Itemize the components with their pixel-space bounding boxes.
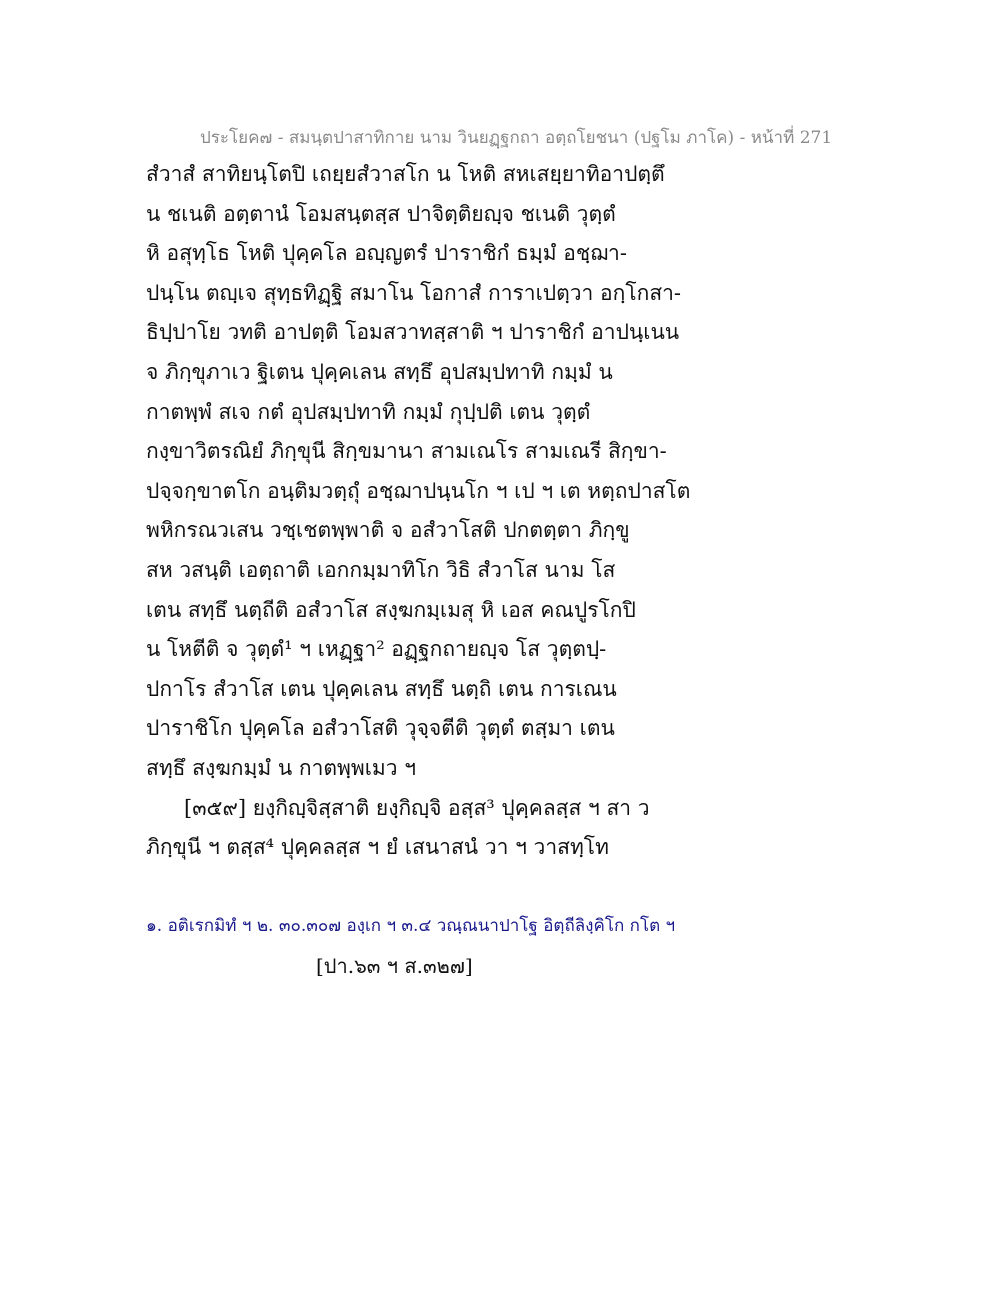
text-line: จ ภิกฺขุภาเว ฐิเตน ปุคฺคเลน สทฺธึ อุปสมฺปทาทิ กมฺมํ น <box>146 359 613 384</box>
text-line: สห วสนฺติ เอตฺถาติ เอกกมฺมาทิโก วิธิ สํวาโส นาม โส <box>146 557 616 582</box>
text-line: น ชเนติ อตฺตานํ โอมสนฺตสฺส ปาจิตฺติยญฺจ ชเนติ วุตฺตํ <box>146 201 616 226</box>
text-line: ธิปฺปาโย วทติ อาปตฺติ โอมสวาทสฺสาติ ฯ ปาราชิกํ อาปนฺเนน <box>146 320 680 345</box>
text-line: สทฺธึ สงฺฆกมฺมํ น กาตพฺพเมว ฯ <box>146 755 417 780</box>
page-header: ประโยค๗ - สมนฺตปาสาทิกาย นาม วินยฏฺฐกถา อตฺถโยชนา (ปฐโม ภาโค) - หน้าที่ 271 <box>200 128 833 148</box>
text-line: ปจฺจกฺขาตโก อนฺติมวตฺถุํ อชฺฌาปนฺนโก ฯ เป ฯ เต หตฺถปาสโต <box>146 478 691 503</box>
text-line: ปนฺโน ตญฺเจ สุทฺธทิฏฺฐิ สมาโน โอกาสํ การาเปตฺวา อกฺโกสา- <box>146 280 682 305</box>
body-text <box>146 158 691 871</box>
text-line: น โหตีติ จ วุตฺตํ¹ ฯ เหฏฺฐา² อฏฺฐกถายญฺจ โส วุตฺตปฺ- <box>146 637 607 662</box>
text-line: หิ อสุทฺโธ โหติ ปุคฺคโล อญฺญตรํ ปาราชิกํ ธมฺมํ อชฺฌา- <box>146 241 627 266</box>
page-reference: [ปา.๖๓ ฯ ส.๓๒๗] <box>316 954 473 978</box>
paragraph-start-line: [๓๕๙] ยงฺกิญฺจิสฺสาติ ยงฺกิญฺจิ อสฺส³ ปุคฺคลสฺส ฯ สา ว <box>184 795 650 820</box>
text-line: ปกาโร สํวาโส เตน ปุคฺคเลน สทฺธึ นตฺถิ เตน การเณน <box>146 676 617 701</box>
text-line: กงฺขาวิตรณิยํ ภิกฺขุนี สิกฺขมานา สามเณโร สามเณรี สิกฺขา- <box>146 439 667 464</box>
text-line: กาตพฺพํ สเจ กตํ อุปสมฺปทาทิ กมฺมํ กุปฺปติ เตน วุตฺตํ <box>146 399 591 424</box>
text-line: ปาราชิโก ปุคฺคโล อสํวาโสติ วุจฺจตีติ วุตฺตํ ตสฺมา เตน <box>146 716 615 741</box>
text-line: เตน สทฺธึ นตฺถีติ อสํวาโส สงฺฆกมฺเมสุ หิ เอส คณปูรโกปิ <box>146 597 636 622</box>
text-line: สํวาสํ สาทิยนฺโตปิ เถยฺยสํวาสโก น โหติ สหเสยฺยาทิอาปตฺตึ <box>146 162 665 186</box>
text-line: ภิกฺขุนี ฯ ตสฺส⁴ ปุคฺคลสฺส ฯ ยํ เสนาสนํ วา ฯ วาสทฺโท <box>146 835 609 860</box>
text-line: พหิกรณวเสน วชฺเชตพฺพาติ จ อสํวาโสติ ปกตตฺตา ภิกฺขู <box>146 518 630 543</box>
footnote: ๑. อติเรกมิทํ ฯ ๒. ๓๐.๓๐๗ องฺเก ฯ ๓.๔ วณฺณนาปาโฐ อิตฺถีลิงฺคิโก กโต ฯ <box>146 916 676 936</box>
